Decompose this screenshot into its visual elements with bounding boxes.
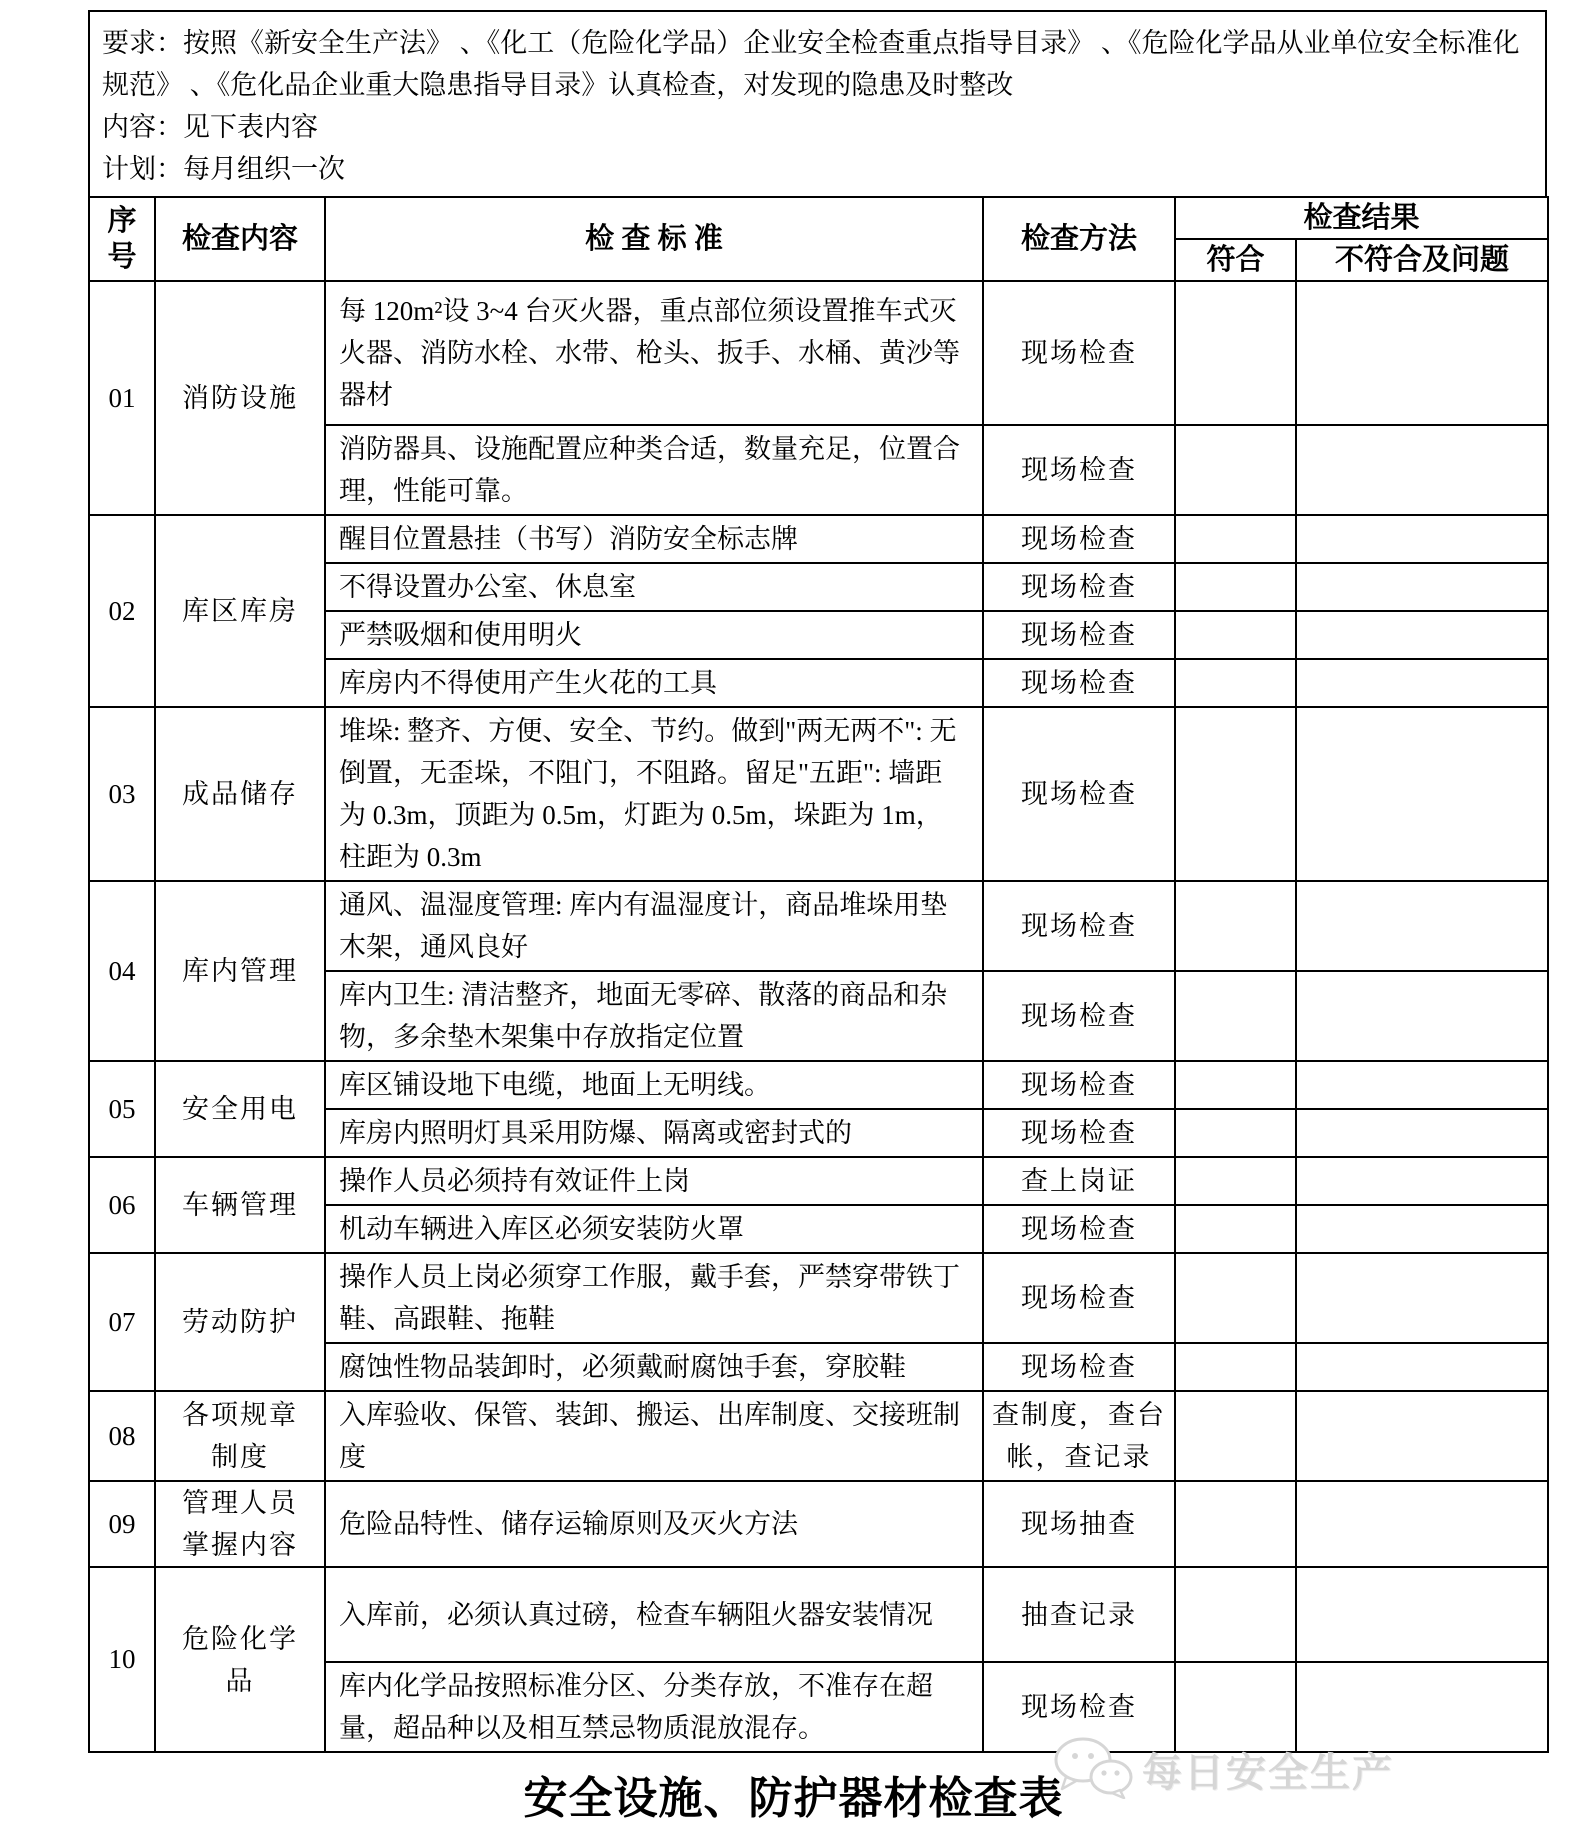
fail-result-cell bbox=[1296, 971, 1548, 1061]
standard-text: 堆垛: 整齐、方便、安全、节约。做到"两无两不": 无倒置，无歪垛，不阻门，不阻路。留足"五距": 墙距为 0.3m，顶距为 0.5m，灯距为 0.5m，垛距为 1m，柱距为 0.3m bbox=[325, 707, 983, 881]
watermark-text: 每日安全生产 bbox=[1142, 1751, 1394, 1795]
checklist-body bbox=[89, 281, 1548, 1752]
method-text: 现场检查 bbox=[983, 971, 1175, 1061]
standard-text: 危险品特性、储存运输原则及灭火方法 bbox=[325, 1481, 983, 1567]
table-header bbox=[89, 197, 1548, 281]
table-row bbox=[89, 1391, 1548, 1481]
seq-header: 序号 bbox=[89, 197, 155, 281]
category-label: 消防设施 bbox=[155, 281, 325, 515]
method-text: 现场抽查 bbox=[983, 1481, 1175, 1567]
fail-result-cell bbox=[1296, 425, 1548, 515]
method-text: 现场检查 bbox=[983, 659, 1175, 707]
standard-text: 通风、温湿度管理: 库内有温湿度计，商品堆垛用垫木架，通风良好 bbox=[325, 881, 983, 971]
row-index: 10 bbox=[89, 1567, 155, 1752]
category-label: 管理人员掌握内容 bbox=[155, 1481, 325, 1567]
fail-result-cell bbox=[1296, 1391, 1548, 1481]
table-row bbox=[89, 281, 1548, 425]
fail-result-cell bbox=[1296, 659, 1548, 707]
row-index: 08 bbox=[89, 1391, 155, 1481]
result-header: 检查结果 bbox=[1175, 197, 1548, 239]
method-text: 现场检查 bbox=[983, 707, 1175, 881]
pass-result-cell bbox=[1175, 281, 1296, 425]
pass-result-cell bbox=[1175, 1253, 1296, 1343]
category-label: 劳动防护 bbox=[155, 1253, 325, 1391]
fail-result-cell bbox=[1296, 881, 1548, 971]
standard-text: 不得设置办公室、休息室 bbox=[325, 563, 983, 611]
method-text: 查上岗证 bbox=[983, 1157, 1175, 1205]
table-row bbox=[89, 515, 1548, 563]
category-label: 安全用电 bbox=[155, 1061, 325, 1157]
standard-text: 严禁吸烟和使用明火 bbox=[325, 611, 983, 659]
fail-result-cell bbox=[1296, 1109, 1548, 1157]
pass-result-cell bbox=[1175, 425, 1296, 515]
row-index: 03 bbox=[89, 707, 155, 881]
method-text: 查制度，查台帐，查记录 bbox=[983, 1391, 1175, 1481]
table-row bbox=[89, 1061, 1548, 1109]
fail-result-cell bbox=[1296, 1061, 1548, 1109]
fail-result-cell bbox=[1296, 515, 1548, 563]
method-text: 现场检查 bbox=[983, 425, 1175, 515]
fail-result-cell bbox=[1296, 563, 1548, 611]
header-info-box bbox=[88, 10, 1547, 198]
checklist-document bbox=[88, 10, 1547, 1753]
pass-result-cell bbox=[1175, 1391, 1296, 1481]
standard-text: 库内卫生: 清洁整齐，地面无零碎、散落的商品和杂物，多余垫木架集中存放指定位置 bbox=[325, 971, 983, 1061]
plan-line: 计划：每月组织一次 bbox=[102, 154, 345, 184]
row-index: 07 bbox=[89, 1253, 155, 1391]
pass-result-cell bbox=[1175, 1061, 1296, 1109]
header-row-1 bbox=[89, 197, 1548, 239]
table-row bbox=[89, 707, 1548, 881]
row-index: 05 bbox=[89, 1061, 155, 1157]
requirement-line: 要求：按照《新安全生产法》 、《化工（危险化学品）企业安全检查重点指导目录》 、《危险化学品从业单位安全标准化规范》 、《危化品企业重大隐患指导目录》认真检查，对发现的隐患及时整改 bbox=[102, 28, 1520, 100]
standard-text: 库区铺设地下电缆，地面上无明线。 bbox=[325, 1061, 983, 1109]
pass-result-cell bbox=[1175, 515, 1296, 563]
standard-text: 腐蚀性物品装卸时，必须戴耐腐蚀手套，穿胶鞋 bbox=[325, 1343, 983, 1391]
category-label: 成品储存 bbox=[155, 707, 325, 881]
row-index: 02 bbox=[89, 515, 155, 707]
pass-result-cell bbox=[1175, 563, 1296, 611]
category-label: 库区库房 bbox=[155, 515, 325, 707]
pass-result-cell bbox=[1175, 611, 1296, 659]
standard-text: 机动车辆进入库区必须安装防火罩 bbox=[325, 1205, 983, 1253]
standard-text: 消防器具、设施配置应种类合适，数量充足，位置合理，性能可靠。 bbox=[325, 425, 983, 515]
fail-result-cell bbox=[1296, 1481, 1548, 1567]
table-row bbox=[89, 1157, 1548, 1205]
table-row bbox=[89, 881, 1548, 971]
pass-header: 符合 bbox=[1175, 239, 1296, 281]
pass-result-cell bbox=[1175, 707, 1296, 881]
fail-result-cell bbox=[1296, 1567, 1548, 1662]
inspection-table bbox=[88, 196, 1549, 1753]
method-text: 现场检查 bbox=[983, 611, 1175, 659]
pass-result-cell bbox=[1175, 1481, 1296, 1567]
method-text: 现场检查 bbox=[983, 563, 1175, 611]
pass-result-cell bbox=[1175, 881, 1296, 971]
content-line: 内容：见下表内容 bbox=[102, 112, 318, 142]
standard-text: 入库前，必须认真过磅，检查车辆阻火器安装情况 bbox=[325, 1567, 983, 1662]
standard-text: 库内化学品按照标准分区、分类存放，不准存在超量，超品种以及相互禁忌物质混放混存。 bbox=[325, 1662, 983, 1752]
pass-result-cell bbox=[1175, 971, 1296, 1061]
category-label: 危险化学品 bbox=[155, 1567, 325, 1752]
method-text: 现场检查 bbox=[983, 881, 1175, 971]
category-header: 检查内容 bbox=[155, 197, 325, 281]
fail-result-cell bbox=[1296, 1253, 1548, 1343]
table-row bbox=[89, 1253, 1548, 1343]
method-text: 现场检查 bbox=[983, 1061, 1175, 1109]
method-text: 现场检查 bbox=[983, 1253, 1175, 1343]
fail-result-cell bbox=[1296, 281, 1548, 425]
fail-result-cell bbox=[1296, 1157, 1548, 1205]
standard-text: 醒目位置悬挂（书写）消防安全标志牌 bbox=[325, 515, 983, 563]
standard-text: 库房内不得使用产生火花的工具 bbox=[325, 659, 983, 707]
fail-result-cell bbox=[1296, 611, 1548, 659]
pass-result-cell bbox=[1175, 1343, 1296, 1391]
method-text: 抽查记录 bbox=[983, 1567, 1175, 1662]
standard-text: 操作人员必须持有效证件上岗 bbox=[325, 1157, 983, 1205]
method-text: 现场检查 bbox=[983, 1343, 1175, 1391]
row-index: 09 bbox=[89, 1481, 155, 1567]
standard-header: 检 查 标 准 bbox=[325, 197, 983, 281]
method-text: 现场检查 bbox=[983, 281, 1175, 425]
method-text: 现场检查 bbox=[983, 1205, 1175, 1253]
pass-result-cell bbox=[1175, 1109, 1296, 1157]
row-index: 06 bbox=[89, 1157, 155, 1253]
pass-result-cell bbox=[1175, 1567, 1296, 1662]
category-label: 库内管理 bbox=[155, 881, 325, 1061]
row-index: 04 bbox=[89, 881, 155, 1061]
table-row bbox=[89, 1481, 1548, 1567]
fail-result-cell bbox=[1296, 1205, 1548, 1253]
standard-text: 库房内照明灯具采用防爆、隔离或密封式的 bbox=[325, 1109, 983, 1157]
pass-result-cell bbox=[1175, 1157, 1296, 1205]
method-text: 现场检查 bbox=[983, 515, 1175, 563]
method-text: 现场检查 bbox=[983, 1662, 1175, 1752]
table-row bbox=[89, 1567, 1548, 1662]
next-section-title: 安全设施、防护器材检查表 bbox=[523, 1774, 1064, 1823]
category-label: 各项规章制度 bbox=[155, 1391, 325, 1481]
standard-text: 入库验收、保管、装卸、搬运、出库制度、交接班制度 bbox=[325, 1391, 983, 1481]
pass-result-cell bbox=[1175, 1205, 1296, 1253]
method-header: 检查方法 bbox=[983, 197, 1175, 281]
standard-text: 每 120m²设 3~4 台灭火器，重点部位须设置推车式灭火器、消防水栓、水带、枪头、扳手、水桶、黄沙等器材 bbox=[325, 281, 983, 425]
fail-result-cell bbox=[1296, 1343, 1548, 1391]
category-label: 车辆管理 bbox=[155, 1157, 325, 1253]
pass-result-cell bbox=[1175, 659, 1296, 707]
row-index: 01 bbox=[89, 281, 155, 515]
fail-header: 不符合及问题 bbox=[1296, 239, 1548, 281]
fail-result-cell bbox=[1296, 707, 1548, 881]
standard-text: 操作人员上岗必须穿工作服，戴手套，严禁穿带铁丁鞋、高跟鞋、拖鞋 bbox=[325, 1253, 983, 1343]
method-text: 现场检查 bbox=[983, 1109, 1175, 1157]
